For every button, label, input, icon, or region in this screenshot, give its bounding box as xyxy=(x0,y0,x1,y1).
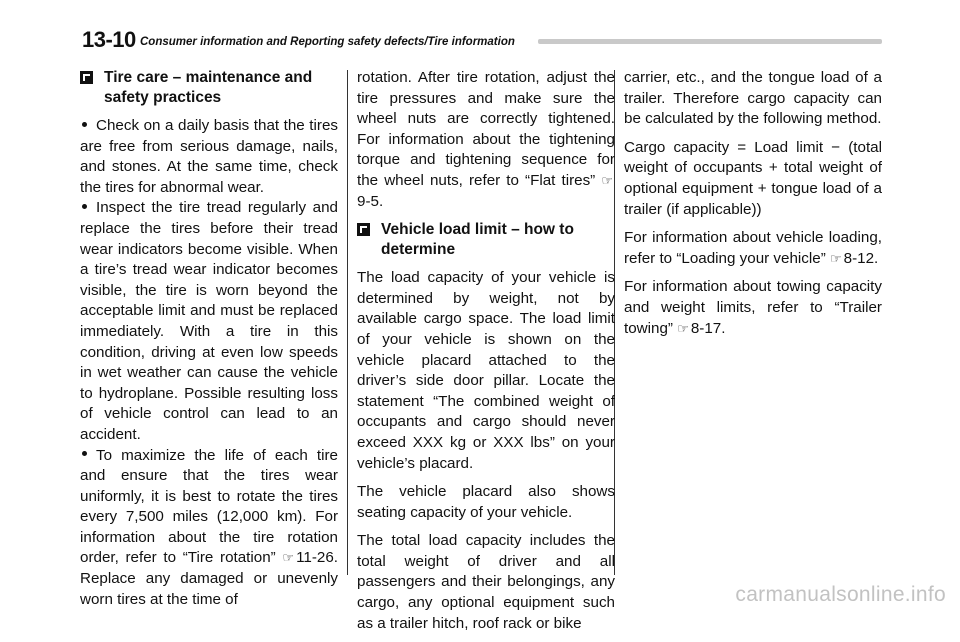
bullet-dot-icon xyxy=(82,451,87,456)
bullet-text: Check on a daily basis that the tires are free from serious damage, nails, and stones. At the same time, check the tires for abnormal wear. xyxy=(80,117,338,196)
page-reference-link[interactable]: 8-12. xyxy=(843,249,879,267)
paragraph: The total load capacity includes the total weight of driver and all passengers and their belongings, any cargo, any optional equipment such as a trailer hitch, roof rack or bike xyxy=(357,532,615,632)
section-title: Consumer information and Reporting safety defects/Tire information xyxy=(140,36,515,48)
paragraph xyxy=(357,68,615,212)
square-marker-icon xyxy=(357,223,370,236)
paragraph-text: For information about vehicle loading, refer to “Loading your vehicle” xyxy=(624,229,882,267)
column-divider xyxy=(347,70,348,575)
page-reference-link[interactable]: 11-26. Replace any damaged or unevenly worn tires at the time of xyxy=(80,549,338,608)
column-1 xyxy=(80,68,338,610)
paragraph: The vehicle placard also shows seating capacity of your vehicle. xyxy=(357,483,615,521)
column-2 xyxy=(357,68,615,642)
bullet-dot-icon xyxy=(82,204,87,209)
heading-vehicle-load-limit xyxy=(357,220,615,260)
heading-text: Tire care – maintenance and safety practices xyxy=(104,69,313,106)
paragraph: Cargo capacity = Load limit − (total weight of occupants + total weight of optional equipment + tongue load of a trailer (if applicable)) xyxy=(624,138,882,218)
bullet-text: To maximize the life of each tire and ensure that the tires wear uniformly, it is best to rotate the tires every 7,500 miles (12,000 km). For information about the tire rotation order, refer to “Tire rotation” xyxy=(80,446,338,567)
pointing-hand-icon: ☞ xyxy=(830,250,842,266)
paragraph-text: For information about towing capacity and weight limits, refer to “Trailer towing” xyxy=(624,278,882,337)
bullet-text: Inspect the tire tread regularly and replace the tires before their tread wear indicators become visible. When a tire’s tread wear indicator becomes visible, the tire is worn beyond the acceptable limit and must be replaced immediately. With a tire in this condition, driving at even low speeds in wet weather can cause the vehicle to hydroplane. Possible resulting loss of vehicle control can lead to an accident. xyxy=(80,199,338,443)
page-header xyxy=(82,28,882,52)
bullet-item xyxy=(80,198,338,445)
pointing-hand-icon: ☞ xyxy=(601,172,613,188)
paragraph-text: rotation. After tire rotation, adjust the tire pressures and make sure the wheel nuts are correctly tightened. For information about the tightening torque and tightening sequence for the wheel nuts, refer to “Flat tires” xyxy=(357,69,615,189)
column-3 xyxy=(624,68,882,347)
header-rule xyxy=(538,39,882,44)
page-reference-link[interactable]: 8-17. xyxy=(690,319,726,337)
heading-text: Vehicle load limit – how to determine xyxy=(381,221,574,259)
paragraph: The load capacity of your vehicle is determined by weight, not by available cargo space. The load limit of your vehicle is shown on the vehicle placard attached to the driver’s side door pillar. Locate the statement “The combined weight of occupants and cargo should never exceed XXX kg or XXX lbs” on your vehicle’s placard. xyxy=(357,269,615,472)
pointing-hand-icon: ☞ xyxy=(677,320,689,336)
pointing-hand-icon: ☞ xyxy=(282,550,295,566)
watermark: carmanualsonline.info xyxy=(735,583,946,606)
paragraph xyxy=(624,277,882,339)
square-marker-icon xyxy=(80,71,93,84)
page-reference-link[interactable]: 9-5. xyxy=(357,192,384,210)
bullet-dot-icon xyxy=(82,122,87,127)
bullet-item xyxy=(80,446,338,611)
paragraph: carrier, etc., and the tongue load of a trailer. Therefore cargo capacity can be calculated by the following method. xyxy=(624,69,882,128)
heading-tire-care xyxy=(80,68,338,108)
bullet-item xyxy=(80,116,338,198)
paragraph xyxy=(624,228,882,269)
page-number: 13-10 xyxy=(82,27,136,52)
